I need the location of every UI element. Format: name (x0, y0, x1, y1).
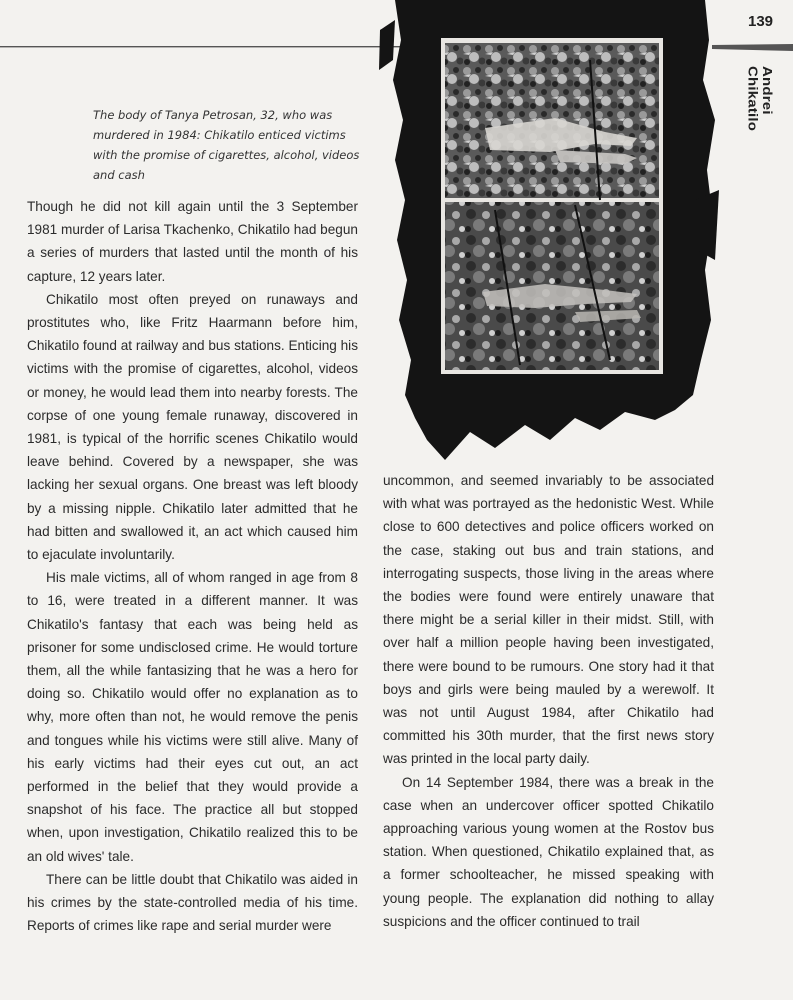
right-text-column (383, 469, 714, 933)
paragraph: uncommon, and seemed invariably to be associated with what was portrayed as the hedonistic West. While close to 600 detectives and police officers worked on the case, staking out bus and train stations, and interrogating suspects, those living in the areas where the bodies were found were entirely unaware that there might be a serial killer in their midst. Still, with over half a million people having been investigated, there were bound to be rumours. One story had it that boys and girls were being mauled by a werewolf. It was not until August 1984, after Chikatilo had committed his 30th murder, that the first news story was printed in the local party daily. (383, 473, 714, 767)
crime-scene-photo (375, 0, 720, 470)
running-chapter-title: Andrei Chikatilo (745, 66, 775, 132)
paragraph: On 14 September 1984, there was a break in the case when an undercover officer spotted Chikatilo approaching various young women at the Rostov bus station. When questioned, Chikatilo explained that, as a former schoolteacher, he missed speaking with young people. The explanation did nothing to allay suspicions and the officer continued to trail (383, 774, 714, 929)
paragraph: Though he did not kill again until the 3 September 1981 murder of Larisa Tkachenko, Chikatilo had begun a series of murders that lasted until the month of his capture, 12 years later. (27, 199, 358, 284)
page-number: 139 (748, 13, 774, 30)
paragraph: There can be little doubt that Chikatilo was aided in his crimes by the state-controlled media of his time. Reports of crimes like rape and serial murder were (27, 871, 358, 934)
paragraph: Chikatilo most often preyed on runaways and prostitutes who, like Fritz Haarmann before him, Chikatilo found at railway and bus stations. Enticing his victims with the promise of cigarettes, alcohol, videos or money, he would lead them into nearby forests. The corpse of one young female runaway, discovered in 1981, is typical of the horrific scenes Chikatilo would leave behind. Covered by a newspaper, she was lacking her sexual organs. One breast was left bloody by a missing nipple. Chikatilo later admitted that he had bitten and swallowed it, an act which caused him to ejaculate involuntarily. (27, 291, 358, 563)
photo-illustration (375, 0, 720, 470)
left-text-column (27, 195, 358, 938)
paragraph: His male victims, all of whom ranged in age from 8 to 16, were treated in a different manner. It was Chikatilo's fantasy that each was being held as prisoner for some undisclosed crime. He would torture them, all the while fantasizing that he was a hero for doing so. Chikatilo would offer no explanation as to why, more often than not, he would remove the penis and tongues while his victims were still alive. Many of his early victims had their eyes cut out, an act performed in the belief that they would provide a snapshot of his face. The practice all but stopped when, upon investigation, Chikatilo realized this to be an old wives' tale. (27, 570, 358, 864)
photo-caption: The body of Tanya Petrosan, 32, who was murdered in 1984: Chikatilo enticed victims with the promise of cigarettes, alcohol, videos and cash (93, 108, 360, 182)
